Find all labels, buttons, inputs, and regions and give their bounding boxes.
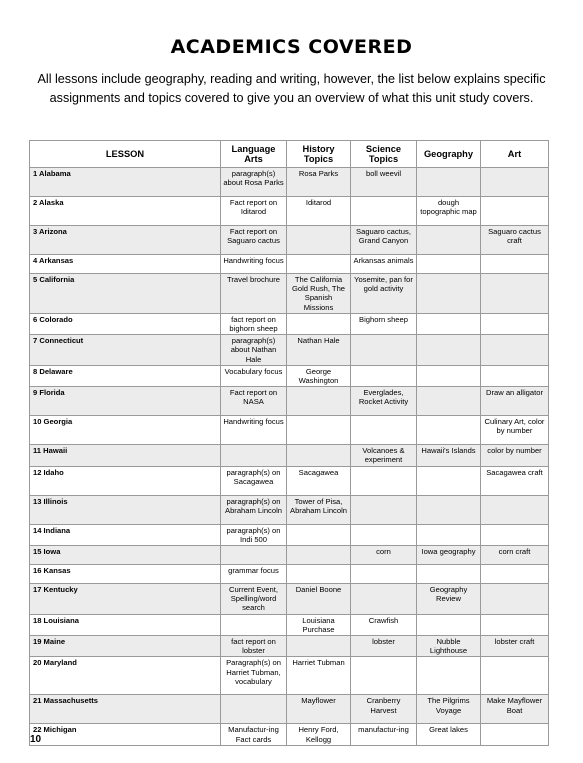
header-geography: Geography bbox=[417, 141, 481, 168]
geography-cell bbox=[417, 565, 481, 584]
lesson-cell: 12 Idaho bbox=[30, 466, 221, 495]
table-row bbox=[30, 584, 549, 615]
art-cell: Draw an alligator bbox=[481, 387, 549, 416]
lesson-cell: 18 Louisiana bbox=[30, 614, 221, 635]
lesson-cell: 13 Illinois bbox=[30, 495, 221, 524]
science-cell bbox=[351, 524, 417, 545]
art-cell: Culinary Art, color by number bbox=[481, 416, 549, 445]
table-row bbox=[30, 365, 549, 386]
history-cell: Iditarod bbox=[287, 197, 351, 226]
language-arts-cell: paragraph(s) on Indi 500 bbox=[221, 524, 287, 545]
art-cell: color by number bbox=[481, 445, 549, 466]
lesson-cell: 17 Kentucky bbox=[30, 584, 221, 615]
geography-cell bbox=[417, 313, 481, 334]
art-cell: corn craft bbox=[481, 546, 549, 565]
lesson-cell: 22 Michigan bbox=[30, 724, 221, 745]
lesson-cell: 15 Iowa bbox=[30, 546, 221, 565]
history-cell bbox=[287, 313, 351, 334]
header-lesson: LESSON bbox=[30, 141, 221, 168]
table-row bbox=[30, 168, 549, 197]
geography-cell bbox=[417, 614, 481, 635]
art-cell bbox=[481, 335, 549, 366]
language-arts-cell: Handwriting focus bbox=[221, 255, 287, 274]
science-cell: corn bbox=[351, 546, 417, 565]
geography-cell: Geography Review bbox=[417, 584, 481, 615]
language-arts-cell: Vocabulary focus bbox=[221, 365, 287, 386]
language-arts-cell: Fact report on Iditarod bbox=[221, 197, 287, 226]
science-cell: Cranberry Harvest bbox=[351, 695, 417, 724]
language-arts-cell: paragraph(s) on Abraham Lincoln bbox=[221, 495, 287, 524]
science-cell: manufactur-ing bbox=[351, 724, 417, 745]
science-cell bbox=[351, 584, 417, 615]
language-arts-cell bbox=[221, 614, 287, 635]
science-cell bbox=[351, 657, 417, 695]
geography-cell: Iowa geography bbox=[417, 546, 481, 565]
science-cell: Bighorn sheep bbox=[351, 313, 417, 334]
history-cell bbox=[287, 255, 351, 274]
geography-cell bbox=[417, 524, 481, 545]
lesson-cell: 6 Colorado bbox=[30, 313, 221, 334]
history-cell: Tower of Pisa, Abraham Lincoln bbox=[287, 495, 351, 524]
science-cell: Arkansas animals bbox=[351, 255, 417, 274]
table-row bbox=[30, 387, 549, 416]
art-cell bbox=[481, 495, 549, 524]
art-cell: lobster craft bbox=[481, 636, 549, 657]
art-cell bbox=[481, 313, 549, 334]
table-row bbox=[30, 226, 549, 255]
table-row bbox=[30, 614, 549, 635]
table-row bbox=[30, 466, 549, 495]
language-arts-cell bbox=[221, 445, 287, 466]
geography-cell bbox=[417, 657, 481, 695]
geography-cell bbox=[417, 416, 481, 445]
art-cell bbox=[481, 255, 549, 274]
art-cell bbox=[481, 724, 549, 745]
science-cell: Crawfish bbox=[351, 614, 417, 635]
intro-paragraph bbox=[30, 70, 553, 108]
table-row bbox=[30, 657, 549, 695]
header-science-topics: Science Topics bbox=[351, 141, 417, 168]
page-number: 10 bbox=[30, 734, 42, 745]
language-arts-cell: Travel brochure bbox=[221, 274, 287, 314]
science-cell bbox=[351, 335, 417, 366]
language-arts-cell: paragraph(s) about Nathan Hale bbox=[221, 335, 287, 366]
history-cell bbox=[287, 546, 351, 565]
table-row bbox=[30, 695, 549, 724]
history-cell: Louisiana Purchase bbox=[287, 614, 351, 635]
table-row bbox=[30, 445, 549, 466]
academics-table bbox=[29, 140, 549, 746]
geography-cell bbox=[417, 168, 481, 197]
table-row bbox=[30, 546, 549, 565]
geography-cell: Nubble Lighthouse bbox=[417, 636, 481, 657]
geography-cell: dough topographic map bbox=[417, 197, 481, 226]
geography-cell bbox=[417, 387, 481, 416]
table-row bbox=[30, 724, 549, 745]
language-arts-cell: paragraph(s) about Rosa Parks bbox=[221, 168, 287, 197]
science-cell bbox=[351, 565, 417, 584]
lesson-cell: 9 Florida bbox=[30, 387, 221, 416]
header-art: Art bbox=[481, 141, 549, 168]
history-cell: Daniel Boone bbox=[287, 584, 351, 615]
geography-cell bbox=[417, 466, 481, 495]
art-cell: Sacagawea craft bbox=[481, 466, 549, 495]
intro-line: All lessons include geography, reading and writing, however, the list below explains specific bbox=[37, 72, 546, 86]
science-cell bbox=[351, 365, 417, 386]
art-cell bbox=[481, 168, 549, 197]
table-header-row bbox=[30, 141, 549, 168]
lesson-cell: 21 Massachusetts bbox=[30, 695, 221, 724]
language-arts-cell: paragraph(s) on Sacagawea bbox=[221, 466, 287, 495]
science-cell bbox=[351, 466, 417, 495]
history-cell: Mayflower bbox=[287, 695, 351, 724]
lesson-cell: 11 Hawaii bbox=[30, 445, 221, 466]
table-row bbox=[30, 636, 549, 657]
language-arts-cell bbox=[221, 695, 287, 724]
history-cell bbox=[287, 416, 351, 445]
lesson-cell: 19 Maine bbox=[30, 636, 221, 657]
geography-cell bbox=[417, 274, 481, 314]
history-cell: The California Gold Rush, The Spanish Missions bbox=[287, 274, 351, 314]
geography-cell: The Pilgrims Voyage bbox=[417, 695, 481, 724]
geography-cell bbox=[417, 226, 481, 255]
language-arts-cell: fact report on lobster bbox=[221, 636, 287, 657]
lesson-cell: 20 Maryland bbox=[30, 657, 221, 695]
language-arts-cell: Fact report on NASA bbox=[221, 387, 287, 416]
science-cell: Yosemite, pan for gold activity bbox=[351, 274, 417, 314]
header-history-topics: History Topics bbox=[287, 141, 351, 168]
geography-cell bbox=[417, 335, 481, 366]
science-cell: boll weevil bbox=[351, 168, 417, 197]
lesson-cell: 7 Connecticut bbox=[30, 335, 221, 366]
table-row bbox=[30, 524, 549, 545]
art-cell bbox=[481, 197, 549, 226]
language-arts-cell: fact report on bighorn sheep bbox=[221, 313, 287, 334]
table-row bbox=[30, 565, 549, 584]
lesson-cell: 5 California bbox=[30, 274, 221, 314]
art-cell bbox=[481, 614, 549, 635]
table-row bbox=[30, 495, 549, 524]
lesson-cell: 16 Kansas bbox=[30, 565, 221, 584]
table-row bbox=[30, 416, 549, 445]
science-cell: Volcanoes & experiment bbox=[351, 445, 417, 466]
lesson-cell: 4 Arkansas bbox=[30, 255, 221, 274]
history-cell: Harriet Tubman bbox=[287, 657, 351, 695]
geography-cell: Great lakes bbox=[417, 724, 481, 745]
art-cell: Make Mayflower Boat bbox=[481, 695, 549, 724]
science-cell bbox=[351, 495, 417, 524]
history-cell: Sacagawea bbox=[287, 466, 351, 495]
lesson-cell: 2 Alaska bbox=[30, 197, 221, 226]
art-cell bbox=[481, 565, 549, 584]
history-cell: Nathan Hale bbox=[287, 335, 351, 366]
language-arts-cell: Manufactur-ing Fact cards bbox=[221, 724, 287, 745]
lesson-cell: 14 Indiana bbox=[30, 524, 221, 545]
lesson-cell: 3 Arizona bbox=[30, 226, 221, 255]
science-cell: Everglades, Rocket Activity bbox=[351, 387, 417, 416]
history-cell bbox=[287, 565, 351, 584]
language-arts-cell: Fact report on Saguaro cactus bbox=[221, 226, 287, 255]
art-cell bbox=[481, 365, 549, 386]
lesson-cell: 8 Delaware bbox=[30, 365, 221, 386]
history-cell bbox=[287, 226, 351, 255]
art-cell bbox=[481, 274, 549, 314]
page-title: ACADEMICS COVERED bbox=[170, 36, 413, 58]
header-language-arts: Language Arts bbox=[221, 141, 287, 168]
language-arts-cell: Handwriting focus bbox=[221, 416, 287, 445]
language-arts-cell bbox=[221, 546, 287, 565]
table-row bbox=[30, 335, 549, 366]
art-cell bbox=[481, 657, 549, 695]
art-cell: Saguaro cactus craft bbox=[481, 226, 549, 255]
history-cell bbox=[287, 445, 351, 466]
table-body bbox=[30, 168, 549, 746]
history-cell bbox=[287, 387, 351, 416]
history-cell: Henry Ford, Kellogg bbox=[287, 724, 351, 745]
language-arts-cell: grammar focus bbox=[221, 565, 287, 584]
geography-cell bbox=[417, 495, 481, 524]
table-row bbox=[30, 255, 549, 274]
lesson-cell: 10 Georgia bbox=[30, 416, 221, 445]
history-cell: George Washington bbox=[287, 365, 351, 386]
language-arts-cell: Paragraph(s) on Harriet Tubman, vocabulary bbox=[221, 657, 287, 695]
history-cell bbox=[287, 524, 351, 545]
science-cell bbox=[351, 416, 417, 445]
art-cell bbox=[481, 524, 549, 545]
geography-cell: Hawaii's Islands bbox=[417, 445, 481, 466]
science-cell bbox=[351, 197, 417, 226]
history-cell bbox=[287, 636, 351, 657]
geography-cell bbox=[417, 255, 481, 274]
table-row bbox=[30, 197, 549, 226]
science-cell: lobster bbox=[351, 636, 417, 657]
history-cell: Rosa Parks bbox=[287, 168, 351, 197]
table-row bbox=[30, 274, 549, 314]
table-row bbox=[30, 313, 549, 334]
geography-cell bbox=[417, 365, 481, 386]
intro-line: assignments and topics covered to give you an overview of what this unit study covers. bbox=[49, 91, 534, 105]
art-cell bbox=[481, 584, 549, 615]
lesson-cell: 1 Alabama bbox=[30, 168, 221, 197]
language-arts-cell: Current Event, Spelling/word search bbox=[221, 584, 287, 615]
science-cell: Saguaro cactus, Grand Canyon bbox=[351, 226, 417, 255]
